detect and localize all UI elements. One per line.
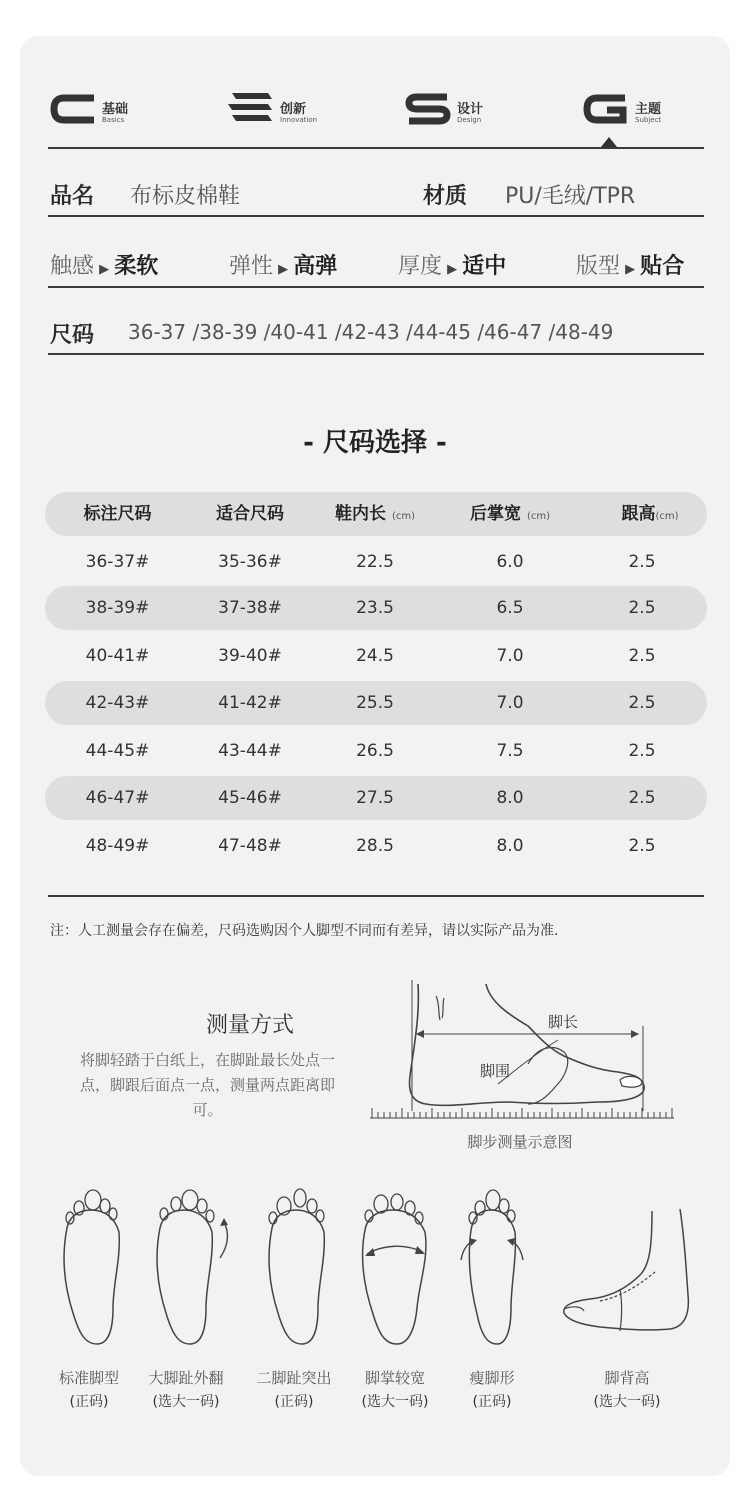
- table-cell: 44-45#: [85, 741, 150, 761]
- table-cell: 2.5: [628, 598, 656, 618]
- property-value: 柔软: [114, 254, 159, 279]
- disclaimer-note: 注：人工测量会存在偏差，尺码选购因个人脚型不同而有差异，请以实际产品为准.: [50, 923, 559, 939]
- property-value: 贴合: [640, 254, 685, 279]
- table-cell: 36-37#: [85, 552, 150, 572]
- bunion-foot-icon: [150, 1188, 240, 1348]
- nav-basics-zh: 基础: [102, 102, 129, 117]
- table-header-cell: 后掌宽 (cm): [470, 504, 550, 524]
- table-header-cell: 适合尺码: [216, 504, 284, 524]
- triangle-right-icon: ▶: [625, 262, 636, 277]
- foot-type-advice: (选大一码): [593, 1394, 661, 1410]
- table-cell: 7.0: [496, 646, 524, 666]
- table-header-cell: 鞋内长 (cm): [335, 504, 415, 524]
- foot-type-label: 大脚趾外翻: [148, 1369, 224, 1387]
- table-cell: 35-36#: [218, 552, 282, 572]
- table-cell: 28.5: [356, 836, 394, 856]
- g-letter-icon: [583, 92, 629, 126]
- table-cell: 2.5: [628, 552, 656, 572]
- foot-girth-label: 脚围: [480, 1062, 511, 1080]
- table-cell: 38-39#: [85, 598, 150, 618]
- table-cell: 45-46#: [218, 788, 282, 808]
- sizes-value: 36-37 /38-39 /40-41 /42-43 /44-45 /46-47 /48-49: [128, 320, 614, 344]
- sizes-label: 尺码: [50, 323, 95, 348]
- table-row: [45, 776, 707, 820]
- foot-measurement-diagram: [368, 976, 678, 1121]
- table-cell: 7.5: [496, 741, 524, 761]
- table-header: [45, 492, 707, 536]
- product-name-label: 品名: [50, 184, 95, 209]
- divider: [48, 353, 704, 355]
- divider: [48, 215, 704, 217]
- table-cell: 39-40#: [218, 646, 282, 666]
- property-thickness: [398, 249, 506, 280]
- foot-type-label: 脚掌较宽: [364, 1369, 425, 1387]
- table-cell: 47-48#: [218, 836, 282, 856]
- foot-type-label: 脚背高: [604, 1369, 650, 1387]
- table-cell: 25.5: [356, 693, 394, 713]
- property-key: 厚度: [398, 254, 443, 279]
- nav-subject-en: Subject: [635, 116, 662, 124]
- property-value: 适中: [462, 254, 507, 279]
- material-value: PU/毛绒/TPR: [505, 184, 636, 209]
- table-row: [45, 824, 707, 868]
- measure-title: 测量方式: [205, 1013, 294, 1038]
- table-cell: 8.0: [496, 836, 524, 856]
- table-cell: 46-47#: [85, 788, 150, 808]
- property-value: 高弹: [293, 254, 338, 279]
- second-toe-foot-icon: [260, 1188, 330, 1348]
- property-fit: [576, 249, 684, 280]
- material-label: 材质: [423, 184, 468, 209]
- nav-innovation-en: Innovation: [280, 116, 318, 124]
- s-letter-icon: [405, 92, 451, 126]
- divider: [48, 895, 704, 897]
- triangle-right-icon: ▶: [447, 262, 458, 277]
- table-cell: 26.5: [356, 741, 394, 761]
- table-cell: 2.5: [628, 646, 656, 666]
- divider: [48, 286, 704, 288]
- nav-design-zh: 设计: [457, 102, 484, 117]
- diagram-caption: 脚步测量示意图: [467, 1133, 573, 1151]
- foot-length-label: 脚长: [548, 1013, 579, 1031]
- foot-type-advice: (正码): [472, 1394, 512, 1410]
- wide-foot-icon: [355, 1188, 435, 1348]
- foot-type-advice: (选大一码): [361, 1394, 429, 1410]
- table-header-cell: 跟高(cm): [621, 504, 679, 524]
- divider: [48, 147, 704, 149]
- table-cell: 41-42#: [218, 693, 282, 713]
- table-row: [45, 634, 707, 678]
- table-row: [45, 586, 707, 630]
- table-cell: 40-41#: [85, 646, 150, 666]
- measure-description: 将脚轻踏于白纸上，在脚趾最长处点一点，脚跟后面点一点，测量两点距离即可。: [79, 1051, 335, 1119]
- high-instep-foot-icon: [560, 1205, 700, 1345]
- property-elasticity: [229, 249, 337, 280]
- table-cell: 22.5: [356, 552, 394, 572]
- table-cell: 37-38#: [218, 598, 282, 618]
- property-key: 版型: [576, 254, 621, 279]
- table-cell: 7.0: [496, 693, 524, 713]
- section-title: - 尺码选择 -: [303, 428, 447, 458]
- product-name-value: 布标皮棉鞋: [130, 184, 241, 209]
- table-cell: 8.0: [496, 788, 524, 808]
- nav-design-en: Design: [457, 116, 482, 124]
- foot-type-label: 标准脚型: [58, 1369, 119, 1387]
- table-cell: 27.5: [356, 788, 394, 808]
- c-letter-icon: [50, 92, 96, 126]
- table-cell: 2.5: [628, 836, 656, 856]
- foot-type-advice: (正码): [274, 1394, 314, 1410]
- triangle-right-icon: ▶: [278, 262, 289, 277]
- table-cell: 43-44#: [218, 741, 282, 761]
- foot-type-label: 瘦脚形: [469, 1369, 515, 1387]
- foot-type-advice: (选大一码): [152, 1394, 220, 1410]
- table-row: [45, 540, 707, 584]
- table-cell: 24.5: [356, 646, 394, 666]
- standard-foot-icon: [55, 1188, 125, 1348]
- foot-type-advice: (正码): [69, 1394, 109, 1410]
- nav-subject-zh: 主题: [635, 102, 662, 117]
- table-cell: 6.0: [496, 552, 524, 572]
- property-key: 触感: [50, 254, 95, 279]
- table-cell: 2.5: [628, 741, 656, 761]
- thin-foot-icon: [455, 1188, 535, 1348]
- table-row: [45, 729, 707, 773]
- table-cell: 42-43#: [85, 693, 150, 713]
- property-key: 弹性: [229, 254, 274, 279]
- table-row: [45, 681, 707, 725]
- e-letter-icon: [228, 92, 276, 126]
- table-cell: 2.5: [628, 788, 656, 808]
- table-cell: 23.5: [356, 598, 394, 618]
- table-cell: 6.5: [496, 598, 524, 618]
- table-cell: 2.5: [628, 693, 656, 713]
- triangle-right-icon: ▶: [99, 262, 110, 277]
- nav-innovation-zh: 创新: [280, 102, 307, 117]
- table-cell: 48-49#: [85, 836, 150, 856]
- table-header-cell: 标注尺码: [83, 504, 152, 524]
- foot-type-label: 二脚趾突出: [256, 1369, 332, 1387]
- nav-basics-en: Basics: [102, 116, 125, 124]
- property-touch: [50, 249, 158, 280]
